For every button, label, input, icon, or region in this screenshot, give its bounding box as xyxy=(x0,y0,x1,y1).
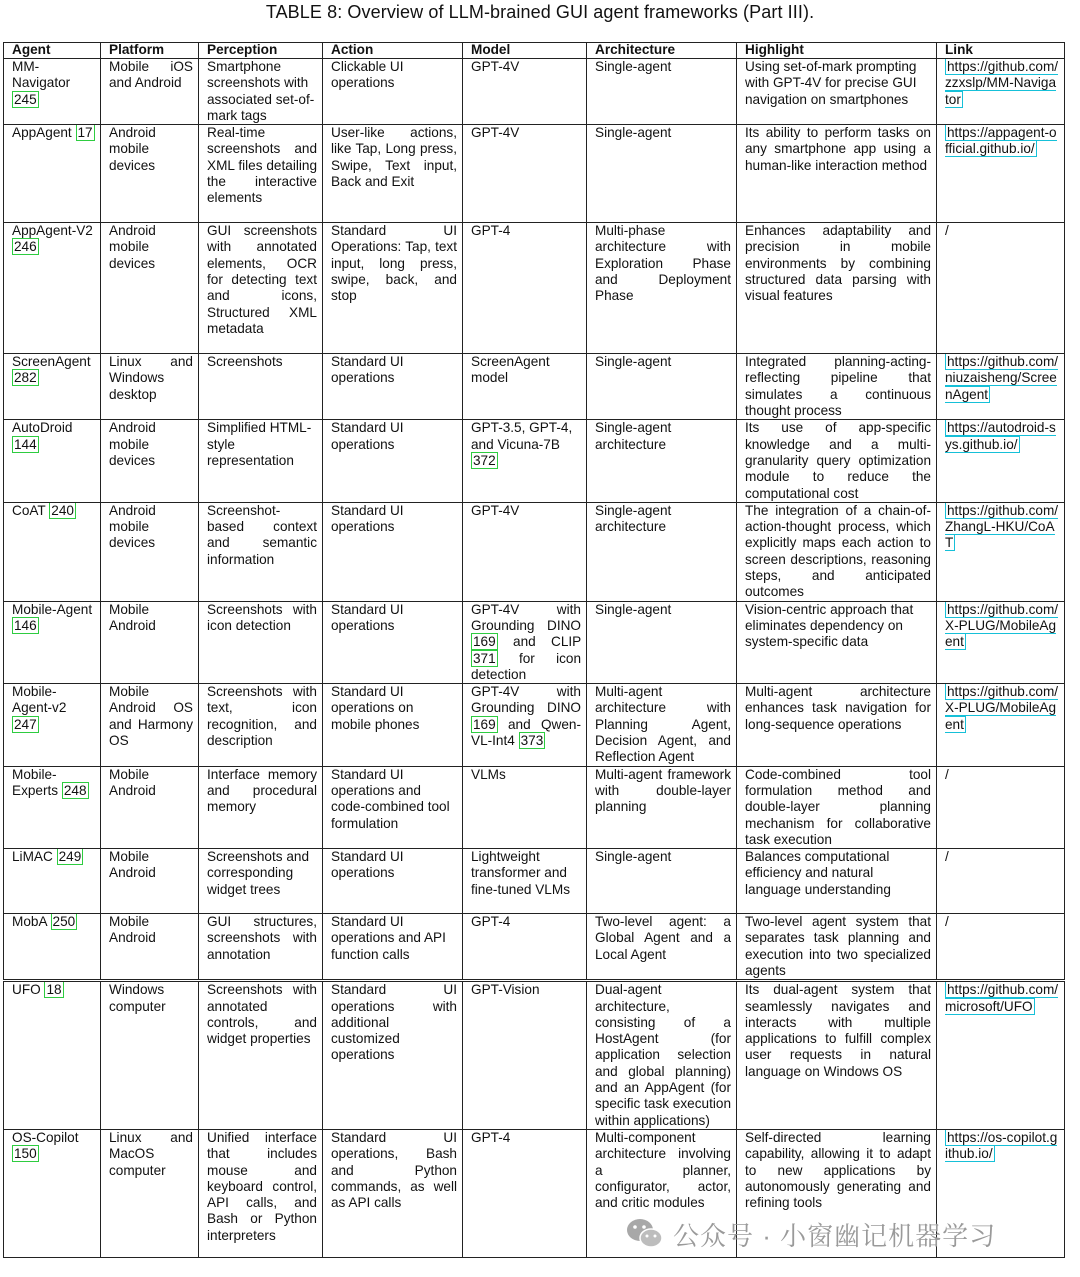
link-cell: / xyxy=(937,914,1065,981)
action-cell: Standard UI operations xyxy=(323,502,463,601)
action-cell: Standard UI operations and code-combined tool formulation xyxy=(323,766,463,848)
citation-link[interactable]: 169 xyxy=(473,634,496,650)
agent-cell: AppAgent 17 xyxy=(4,125,101,223)
link-cell xyxy=(937,59,1065,125)
link-cell: / xyxy=(937,766,1065,848)
model-cell: GPT-4V with Grounding DINO 169 and Qwen-VL-Int4 373 xyxy=(463,684,587,766)
perception-cell: GUI structures, screenshots with annotation xyxy=(199,914,323,981)
agent-cell: MobA 250 xyxy=(4,914,101,981)
table-row xyxy=(4,420,1065,502)
perception-cell: Screenshots and corresponding widget trees xyxy=(199,849,323,914)
platform-cell: Mobile Android OS and Harmony OS xyxy=(101,684,199,766)
agent-cell: AutoDroid 144 xyxy=(4,420,101,502)
table-row xyxy=(4,125,1065,223)
action-cell: User-like actions, like Tap, Long press, Swipe, Text input, Back and Exit xyxy=(323,125,463,223)
citation-link[interactable]: 144 xyxy=(14,436,37,452)
highlight-cell: Its dual-agent system that seamlessly navigates and interacts with multiple applications to fulfill complex user requests in natural language on Windows OS xyxy=(737,981,937,1130)
watermark-text: 公众号 · 小窗幽记机器学习 xyxy=(673,1220,997,1251)
table-row xyxy=(4,684,1065,766)
action-cell: Clickable UI operations xyxy=(323,59,463,125)
platform-cell: Windows computer xyxy=(101,981,199,1130)
action-cell: Standard UI operations with additional customized operations xyxy=(323,981,463,1130)
perception-cell: Interface memory and procedural memory xyxy=(199,766,323,848)
model-cell: GPT-4V xyxy=(463,502,587,601)
model-cell: Lightweight transformer and fine-tuned VLMs xyxy=(463,849,587,914)
citation-link[interactable]: 250 xyxy=(52,914,76,930)
link-cell xyxy=(937,125,1065,223)
highlight-cell: Balances computational efficiency and natural language understanding xyxy=(737,849,937,914)
header-action: Action xyxy=(323,43,463,59)
platform-cell: Android mobile devices xyxy=(101,223,199,354)
citation-link[interactable]: 247 xyxy=(14,716,37,732)
action-cell: Standard UI operations, Bash and Python commands, as well as API calls xyxy=(323,1129,463,1257)
model-cell: ScreenAgent model xyxy=(463,354,587,420)
repo-link[interactable]: https://appagent-official.github.io/ xyxy=(945,125,1057,157)
citation-link[interactable]: 240 xyxy=(51,502,74,518)
perception-cell: Smartphone screenshots with associated set-of-mark tags xyxy=(199,59,323,125)
agent-cell: Mobile-Agent-v2 247 xyxy=(4,684,101,766)
model-cell: VLMs xyxy=(463,766,587,848)
citation-link[interactable]: 246 xyxy=(14,239,37,255)
perception-cell: Screenshots xyxy=(199,354,323,420)
citation-link[interactable]: 169 xyxy=(473,716,496,732)
link-cell xyxy=(937,981,1065,1130)
wechat-icon xyxy=(625,1216,665,1252)
highlight-cell: Self-directed learning capability, allowing it to adapt to new applications by autonomously generating and refining tools xyxy=(737,1129,937,1257)
action-cell: Standard UI operations xyxy=(323,354,463,420)
citation-link[interactable]: 249 xyxy=(58,849,82,865)
model-cell: GPT-4 xyxy=(463,914,587,981)
citation-link[interactable]: 150 xyxy=(14,1146,37,1162)
architecture-cell: Single-agent xyxy=(587,601,737,683)
table-row xyxy=(4,601,1065,683)
repo-link[interactable]: https://os-copilot.github.io/ xyxy=(945,1129,1058,1162)
perception-cell: GUI screenshots with annotated elements, OCR for detecting text and icons, Structured XML metadata xyxy=(199,223,323,354)
table-caption: TABLE 8: Overview of LLM-brained GUI agent frameworks (Part III). xyxy=(265,2,815,22)
action-cell: Standard UI Operations: Tap, text input, long press, swipe, back, and stop xyxy=(323,223,463,354)
architecture-cell: Single-agent xyxy=(587,849,737,914)
agent-cell: AppAgent-V2 246 xyxy=(4,223,101,354)
citation-link[interactable]: 146 xyxy=(14,617,37,633)
model-cell: GPT-4V with Grounding DINO 169 and CLIP 371 for icon detection xyxy=(463,601,587,683)
table-row xyxy=(4,849,1065,914)
platform-cell: Android mobile devices xyxy=(101,502,199,601)
perception-cell: Screenshots with text, icon recognition, and description xyxy=(199,684,323,766)
table-row xyxy=(4,981,1065,1130)
architecture-cell: Multi-component architecture involving a planner, configurator, actor, and critic modules xyxy=(587,1129,737,1257)
model-cell: GPT-3.5, GPT-4, and Vicuna-7B 372 xyxy=(463,420,587,502)
action-cell: Standard UI operations xyxy=(323,849,463,914)
platform-cell: Linux and MacOS computer xyxy=(101,1129,199,1257)
action-cell: Standard UI operations and API function calls xyxy=(323,914,463,981)
table-row xyxy=(4,59,1065,125)
citation-link[interactable]: 373 xyxy=(520,733,544,749)
citation-link[interactable]: 18 xyxy=(46,982,62,998)
watermark xyxy=(625,1212,996,1256)
agent-cell: OS-Copilot 150 xyxy=(4,1129,101,1257)
architecture-cell: Single-agent xyxy=(587,59,737,125)
highlight-cell: Using set-of-mark prompting with GPT-4V for precise GUI navigation on smartphones xyxy=(737,59,937,125)
model-cell: GPT-4 xyxy=(463,1129,587,1257)
architecture-cell: Single-agent architecture xyxy=(587,502,737,601)
perception-cell: Simplified HTML-style representation xyxy=(199,420,323,502)
header-row xyxy=(4,43,1065,59)
architecture-cell: Multi-phase architecture with Exploration Phase and Deployment Phase xyxy=(587,223,737,354)
platform-cell: Mobile Android xyxy=(101,849,199,914)
platform-cell: Android mobile devices xyxy=(101,125,199,223)
agent-cell: LiMAC 249 xyxy=(4,849,101,914)
repo-link[interactable]: https://github.com/zzxslp/MM-Navigator xyxy=(945,59,1059,107)
model-cell: GPT-4V xyxy=(463,59,587,125)
highlight-cell: Its use of app-specific knowledge and a multi-granularity query optimization module to reduce the computational cost xyxy=(737,420,937,502)
table-row xyxy=(4,502,1065,601)
header-architecture: Architecture xyxy=(587,43,737,59)
agent-cell: CoAT 240 xyxy=(4,502,101,601)
highlight-cell: The integration of a chain-of-action-thought process, which explicitly maps each action to screen descriptions, reasoning steps, and anticipated outcomes xyxy=(737,502,937,601)
model-cell: GPT-Vision xyxy=(463,981,587,1130)
header-platform: Platform xyxy=(101,43,199,59)
header-model: Model xyxy=(463,43,587,59)
architecture-cell: Multi-agent architecture with Planning Agent, Decision Agent, and Reflection Agent xyxy=(587,684,737,766)
frameworks-table xyxy=(3,42,1065,1258)
citation-link[interactable]: 17 xyxy=(77,125,93,141)
agent-cell: UFO 18 xyxy=(4,981,101,1130)
table-row xyxy=(4,766,1065,848)
repo-link[interactable]: https://github.com/X-PLUG/MobileAgent xyxy=(945,684,1059,732)
header-highlight: Highlight xyxy=(737,43,937,59)
table-row xyxy=(4,354,1065,420)
architecture-cell: Single-agent xyxy=(587,354,737,420)
highlight-cell: Multi-agent architecture enhances task navigation for long-sequence operations xyxy=(737,684,937,766)
table-row xyxy=(4,223,1065,354)
perception-cell: Unified interface that includes mouse and keyboard control, API calls, and Bash or Python interpreters xyxy=(199,1129,323,1257)
header-link: Link xyxy=(937,43,1065,59)
platform-cell: Mobile iOS and Android xyxy=(101,59,199,125)
agent-cell: Mobile-Experts 248 xyxy=(4,766,101,848)
action-cell: Standard UI operations on mobile phones xyxy=(323,684,463,766)
platform-cell: Linux and Windows desktop xyxy=(101,354,199,420)
platform-cell: Mobile Android xyxy=(101,914,199,981)
highlight-cell: Integrated planning-acting-reflecting pipeline that simulates a continuous thought process xyxy=(737,354,937,420)
repo-link[interactable]: https://github.com/ZhangL-HKU/CoAT xyxy=(945,502,1059,551)
platform-cell: Android mobile devices xyxy=(101,420,199,502)
link-cell: / xyxy=(937,849,1065,914)
repo-link[interactable]: https://autodroid-sys.github.io/ xyxy=(945,420,1056,452)
link-cell xyxy=(937,354,1065,420)
action-cell: Standard UI operations xyxy=(323,601,463,683)
platform-cell: Mobile Android xyxy=(101,766,199,848)
perception-cell: Screenshots with icon detection xyxy=(199,601,323,683)
perception-cell: Real-time screenshots and XML files detailing the interactive elements xyxy=(199,125,323,223)
highlight-cell: Vision-centric approach that eliminates dependency on system-specific data xyxy=(737,601,937,683)
agent-cell: ScreenAgent 282 xyxy=(4,354,101,420)
repo-link[interactable]: https://github.com/X-PLUG/MobileAgent xyxy=(945,601,1059,650)
repo-link[interactable]: https://github.com/microsoft/UFO xyxy=(945,982,1059,1014)
citation-link[interactable]: 245 xyxy=(14,91,37,107)
link-cell: / xyxy=(937,223,1065,354)
link-cell xyxy=(937,601,1065,683)
architecture-cell: Multi-agent framework with double-layer planning xyxy=(587,766,737,848)
table-row xyxy=(4,914,1065,981)
header-agent: Agent xyxy=(4,43,101,59)
agent-cell: Mobile-Agent 146 xyxy=(4,601,101,683)
citation-link[interactable]: 248 xyxy=(63,782,87,798)
link-cell xyxy=(937,502,1065,601)
architecture-cell: Dual-agent architecture, consisting of a HostAgent (for application selection and global planning) and an AppAgent (for specific task execution within applications) xyxy=(587,981,737,1130)
highlight-cell: Enhances adaptability and precision in mobile environments by combining structured data parsing with visual features xyxy=(737,223,937,354)
action-cell: Standard UI operations xyxy=(323,420,463,502)
link-cell xyxy=(937,684,1065,766)
architecture-cell: Single-agent architecture xyxy=(587,420,737,502)
highlight-cell: Code-combined tool formulation method and double-layer planning mechanism for collaborative task execution xyxy=(737,766,937,848)
link-cell xyxy=(937,420,1065,502)
highlight-cell: Its ability to perform tasks on any smartphone app using a human-like interaction method xyxy=(737,125,937,223)
agent-cell: MM-Navigator 245 xyxy=(4,59,101,125)
architecture-cell: Single-agent xyxy=(587,125,737,223)
perception-cell: Screenshot-based context and semantic information xyxy=(199,502,323,601)
citation-link[interactable]: 372 xyxy=(473,452,496,468)
platform-cell: Mobile Android xyxy=(101,601,199,683)
model-cell: GPT-4V xyxy=(463,125,587,223)
citation-link[interactable]: 371 xyxy=(473,650,496,666)
highlight-cell: Two-level agent system that separates task planning and execution into two specialized agents xyxy=(737,914,937,981)
repo-link[interactable]: https://github.com/niuzaisheng/ScreenAgent xyxy=(945,354,1059,402)
architecture-cell: Two-level agent: a Global Agent and a Local Agent xyxy=(587,914,737,981)
model-cell: GPT-4 xyxy=(463,223,587,354)
citation-link[interactable]: 282 xyxy=(14,370,37,386)
perception-cell: Screenshots with annotated controls, and widget properties xyxy=(199,981,323,1130)
header-perception: Perception xyxy=(199,43,323,59)
